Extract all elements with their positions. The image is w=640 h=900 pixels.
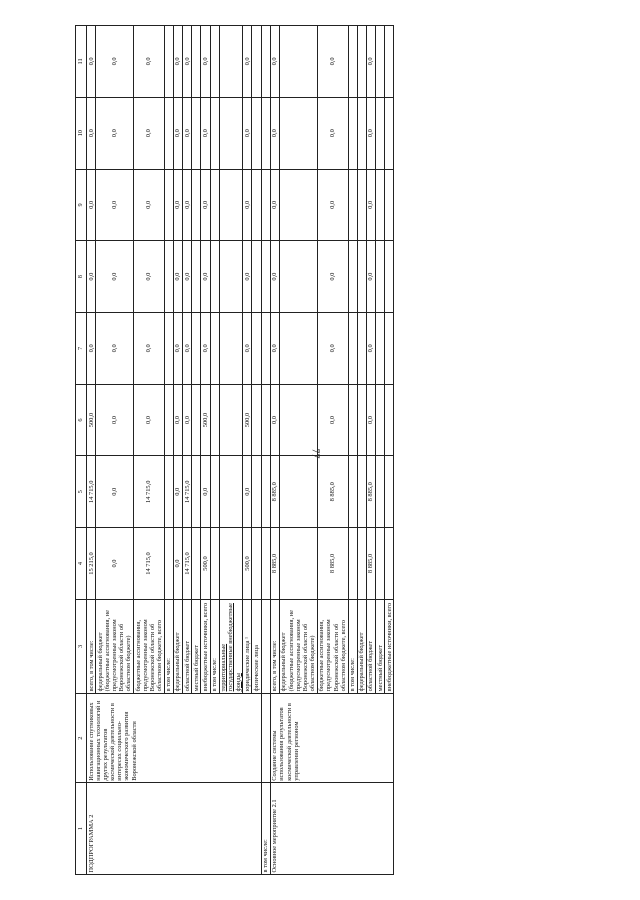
- funding-source-label: бюджетные ассигнования, предусмотренные законом Воронежской области об областном бюджете, всего: [134, 599, 165, 693]
- amount-cell: 0,0: [270, 169, 279, 241]
- amount-cell: 0,0: [270, 312, 279, 384]
- header-cell: 9: [76, 169, 87, 241]
- amount-cell: [219, 312, 243, 384]
- amount-cell: [385, 456, 394, 528]
- amount-cell: 500,0: [201, 528, 210, 600]
- amount-cell: [357, 26, 366, 98]
- amount-cell: [385, 169, 394, 241]
- amount-cell: 0,0: [270, 241, 279, 313]
- amount-cell: [385, 97, 394, 169]
- page-number: 77: [309, 448, 321, 459]
- funding-source-label: внебюджетные источники, всего: [385, 599, 394, 693]
- amount-cell: [348, 241, 357, 313]
- amount-cell: 0,0: [317, 169, 348, 241]
- amount-cell: 0,0: [366, 97, 375, 169]
- subprogram-code: ПОДПРОГРАММА 2: [87, 783, 262, 875]
- subprogram-name: Использование спутниковых навигационных технологий и других результатов космической деятельности в интересах социально-экономического развития Воронежской области: [87, 693, 262, 782]
- amount-cell: 0,0: [201, 169, 210, 241]
- amount-cell: 0,0: [96, 97, 134, 169]
- amount-cell: [192, 97, 201, 169]
- amount-cell: 0,0: [87, 312, 96, 384]
- funding-source-label: федеральный бюджет: [173, 599, 182, 693]
- amount-cell: 8 885,0: [317, 456, 348, 528]
- amount-cell: [279, 528, 317, 600]
- amount-cell: 0,0: [134, 97, 165, 169]
- amount-cell: [385, 312, 394, 384]
- amount-cell: [210, 456, 219, 528]
- amount-cell: 0,0: [87, 97, 96, 169]
- amount-cell: [210, 241, 219, 313]
- rotated-table-wrapper: [75, 25, 605, 875]
- amount-cell: [219, 456, 243, 528]
- amount-cell: 500,0: [87, 384, 96, 456]
- amount-cell: [164, 456, 173, 528]
- amount-cell: 8 885,0: [317, 528, 348, 600]
- amount-cell: [376, 241, 385, 313]
- amount-cell: [348, 528, 357, 600]
- amount-cell: [192, 241, 201, 313]
- amount-cell: [210, 97, 219, 169]
- amount-cell: [219, 384, 243, 456]
- amount-cell: 0,0: [173, 169, 182, 241]
- funding-source-label: местный бюджет: [376, 599, 385, 693]
- amount-cell: [164, 26, 173, 98]
- amount-cell: [252, 384, 261, 456]
- amount-cell: 0,0: [317, 312, 348, 384]
- amount-cell: 0,0: [96, 169, 134, 241]
- funding-source-label: в том числе:: [164, 599, 173, 693]
- funding-source-label: в том числе:: [348, 599, 357, 693]
- amount-cell: 0,0: [201, 26, 210, 98]
- amount-cell: 0,0: [243, 97, 252, 169]
- amount-cell: [357, 97, 366, 169]
- amount-cell: 0,0: [366, 241, 375, 313]
- amount-cell: [164, 384, 173, 456]
- amount-cell: 0,0: [243, 456, 252, 528]
- amount-cell: 14 715,0: [134, 528, 165, 600]
- amount-cell: 0,0: [183, 169, 192, 241]
- header-cell: 1: [76, 783, 87, 875]
- amount-cell: 0,0: [173, 312, 182, 384]
- amount-cell: 0,0: [96, 241, 134, 313]
- amount-cell: 0,0: [317, 26, 348, 98]
- amount-cell: [210, 528, 219, 600]
- amount-cell: [252, 528, 261, 600]
- amount-cell: 0,0: [183, 384, 192, 456]
- amount-cell: [348, 456, 357, 528]
- event-row: [270, 26, 279, 875]
- header-cell: 7: [76, 312, 87, 384]
- amount-cell: [192, 312, 201, 384]
- amount-cell: [164, 528, 173, 600]
- amount-cell: 14 715,0: [183, 456, 192, 528]
- amount-cell: 0,0: [87, 241, 96, 313]
- amount-cell: 0,0: [134, 169, 165, 241]
- funding-source-label: внебюджетные источники, всего: [201, 599, 210, 693]
- amount-cell: [279, 312, 317, 384]
- amount-cell: [357, 528, 366, 600]
- amount-cell: 0,0: [87, 169, 96, 241]
- empty-cell: [261, 528, 270, 600]
- amount-cell: [357, 456, 366, 528]
- budget-table: [75, 25, 394, 875]
- amount-cell: [252, 26, 261, 98]
- header-cell: 5: [76, 456, 87, 528]
- header-cell: 8: [76, 241, 87, 313]
- empty-cell: [261, 693, 270, 782]
- funding-source-label: областной бюджет: [366, 599, 375, 693]
- amount-cell: 8 885,0: [366, 456, 375, 528]
- amount-cell: [348, 97, 357, 169]
- amount-cell: [357, 384, 366, 456]
- amount-cell: 500,0: [201, 384, 210, 456]
- empty-cell: [261, 26, 270, 98]
- header-row: [76, 26, 87, 875]
- amount-cell: [279, 241, 317, 313]
- amount-cell: 0,0: [173, 384, 182, 456]
- funding-source-label: федеральный бюджет (бюджетные ассигнования, не предусмотренные законом Воронежской области об областном бюджете): [96, 599, 134, 693]
- amount-cell: [279, 26, 317, 98]
- amount-cell: 14 715,0: [87, 456, 96, 528]
- amount-cell: 0,0: [134, 26, 165, 98]
- header-cell: 4: [76, 528, 87, 600]
- header-cell: 11: [76, 26, 87, 98]
- funding-source-label: в том числе:: [210, 599, 219, 693]
- amount-cell: [192, 528, 201, 600]
- header-cell: 6: [76, 384, 87, 456]
- amount-cell: 0,0: [317, 384, 348, 456]
- amount-cell: 0,0: [173, 528, 182, 600]
- amount-cell: [219, 241, 243, 313]
- amount-cell: 0,0: [243, 169, 252, 241]
- amount-cell: [252, 97, 261, 169]
- table-body: [76, 26, 394, 875]
- separator-label: в том числе:: [261, 783, 270, 875]
- header-cell: 2: [76, 693, 87, 782]
- amount-cell: 14 715,0: [183, 528, 192, 600]
- amount-cell: 0,0: [201, 97, 210, 169]
- funding-source-label: бюджетные ассигнования, предусмотренные законом Воронежской области об областном бюджете, всего: [317, 599, 348, 693]
- amount-cell: [252, 241, 261, 313]
- amount-cell: 0,0: [243, 312, 252, 384]
- amount-cell: 0,0: [317, 241, 348, 313]
- funding-source-label: федеральный бюджет: [357, 599, 366, 693]
- event-code: Основное мероприятие 2.1: [270, 783, 394, 875]
- empty-cell: [261, 241, 270, 313]
- amount-cell: 0,0: [366, 312, 375, 384]
- funding-source-label: физические лица: [252, 599, 261, 693]
- amount-cell: [385, 241, 394, 313]
- amount-cell: 0,0: [270, 384, 279, 456]
- amount-cell: 0,0: [183, 97, 192, 169]
- empty-cell: [261, 456, 270, 528]
- amount-cell: [164, 97, 173, 169]
- amount-cell: 0,0: [87, 26, 96, 98]
- amount-cell: [210, 169, 219, 241]
- empty-cell: [261, 169, 270, 241]
- amount-cell: 0,0: [366, 169, 375, 241]
- amount-cell: [210, 384, 219, 456]
- amount-cell: [385, 384, 394, 456]
- amount-cell: [376, 97, 385, 169]
- amount-cell: 0,0: [134, 312, 165, 384]
- amount-cell: [376, 169, 385, 241]
- amount-cell: 0,0: [183, 26, 192, 98]
- amount-cell: [164, 169, 173, 241]
- header-cell: 10: [76, 97, 87, 169]
- amount-cell: [219, 26, 243, 98]
- amount-cell: 0,0: [134, 241, 165, 313]
- amount-cell: [376, 528, 385, 600]
- amount-cell: 8 885,0: [270, 456, 279, 528]
- amount-cell: 0,0: [183, 241, 192, 313]
- amount-cell: 0,0: [183, 312, 192, 384]
- amount-cell: 0,0: [366, 384, 375, 456]
- amount-cell: [279, 169, 317, 241]
- amount-cell: [210, 312, 219, 384]
- amount-cell: 0,0: [96, 312, 134, 384]
- amount-cell: 0,0: [173, 26, 182, 98]
- amount-cell: [376, 456, 385, 528]
- amount-cell: [164, 312, 173, 384]
- funding-source-label: территориальные государственные внебюджетные фонды: [219, 599, 243, 693]
- amount-cell: [348, 26, 357, 98]
- amount-cell: [348, 384, 357, 456]
- event-name: Создание системы использования результатов космической деятельности в управлении регионом: [270, 693, 394, 782]
- amount-cell: [210, 26, 219, 98]
- separator-row: [261, 26, 270, 875]
- amount-cell: 0,0: [243, 241, 252, 313]
- amount-cell: [385, 26, 394, 98]
- amount-cell: 0,0: [317, 97, 348, 169]
- amount-cell: 500,0: [243, 528, 252, 600]
- amount-cell: [385, 528, 394, 600]
- amount-cell: 500,0: [243, 384, 252, 456]
- amount-cell: 0,0: [270, 26, 279, 98]
- amount-cell: [164, 241, 173, 313]
- funding-source-label: местный бюджет: [192, 599, 201, 693]
- funding-source-label: всего, в том числе:: [87, 599, 96, 693]
- amount-cell: 14 715,0: [134, 456, 165, 528]
- amount-cell: [192, 26, 201, 98]
- amount-cell: 0,0: [173, 456, 182, 528]
- amount-cell: 0,0: [201, 456, 210, 528]
- amount-cell: 0,0: [366, 26, 375, 98]
- empty-cell: [261, 384, 270, 456]
- amount-cell: [192, 456, 201, 528]
- amount-cell: 8 885,0: [366, 528, 375, 600]
- amount-cell: [192, 169, 201, 241]
- funding-source-label: юридические лица ¹: [243, 599, 252, 693]
- amount-cell: 0,0: [96, 384, 134, 456]
- empty-cell: [261, 97, 270, 169]
- amount-cell: [279, 97, 317, 169]
- amount-cell: [357, 241, 366, 313]
- amount-cell: 15 215,0: [87, 528, 96, 600]
- amount-cell: [357, 169, 366, 241]
- amount-cell: 0,0: [243, 26, 252, 98]
- amount-cell: 0,0: [173, 97, 182, 169]
- amount-cell: [376, 26, 385, 98]
- amount-cell: 0,0: [96, 26, 134, 98]
- amount-cell: [219, 97, 243, 169]
- amount-cell: [252, 456, 261, 528]
- subprogram-row: [87, 26, 96, 875]
- amount-cell: 0,0: [96, 528, 134, 600]
- amount-cell: [219, 528, 243, 600]
- amount-cell: [252, 312, 261, 384]
- amount-cell: [279, 384, 317, 456]
- amount-cell: 0,0: [201, 241, 210, 313]
- amount-cell: 0,0: [96, 456, 134, 528]
- header-cell: 3: [76, 599, 87, 693]
- empty-cell: [261, 599, 270, 693]
- amount-cell: 0,0: [173, 241, 182, 313]
- amount-cell: 0,0: [134, 384, 165, 456]
- funding-source-label: областной бюджет: [183, 599, 192, 693]
- amount-cell: [348, 312, 357, 384]
- amount-cell: 8 885,0: [270, 528, 279, 600]
- amount-cell: [376, 384, 385, 456]
- funding-source-label: всего, в том числе:: [270, 599, 279, 693]
- amount-cell: 0,0: [201, 312, 210, 384]
- amount-cell: [219, 169, 243, 241]
- amount-cell: [279, 456, 317, 528]
- empty-cell: [261, 312, 270, 384]
- amount-cell: [376, 312, 385, 384]
- funding-source-label: федеральный бюджет (бюджетные ассигнования, не предусмотренные законом Воронежской области об областном бюджете): [279, 599, 317, 693]
- amount-cell: [348, 169, 357, 241]
- amount-cell: [192, 384, 201, 456]
- amount-cell: [357, 312, 366, 384]
- amount-cell: [252, 169, 261, 241]
- amount-cell: 0,0: [270, 97, 279, 169]
